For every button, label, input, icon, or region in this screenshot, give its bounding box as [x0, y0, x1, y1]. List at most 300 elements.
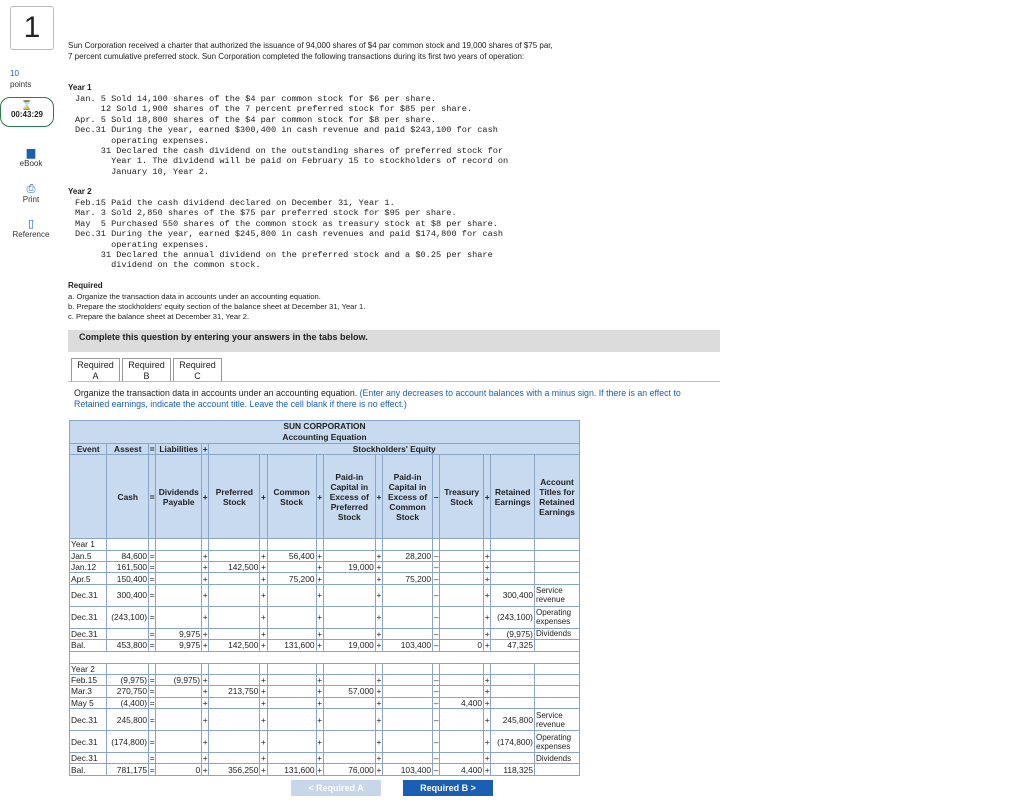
operator-cell: +: [317, 764, 323, 775]
account-title-select[interactable]: Dividends: [534, 753, 579, 764]
re-input[interactable]: [491, 674, 535, 685]
blank-cell: [156, 663, 202, 674]
account-title-select[interactable]: [534, 561, 579, 572]
operator-cell: =: [149, 640, 155, 651]
operator-cell: +: [317, 550, 323, 561]
tab-required-c[interactable]: [173, 358, 222, 382]
operator-cell: +: [317, 628, 323, 639]
cash-input[interactable]: 453,800: [107, 640, 149, 651]
common-input[interactable]: [267, 628, 316, 639]
common-input[interactable]: 131,600: [267, 764, 316, 775]
header-minus: –: [433, 455, 440, 539]
operator-cell: –: [433, 764, 439, 775]
event-cell: Bal.: [70, 764, 107, 775]
operator-cell: +: [316, 709, 323, 731]
instruction-note: (Enter any decreases to account balances with a minus sign. If there is an effect to Retained earnings, indicate the account title. Leave the cell blank if there is no effect.): [74, 388, 681, 409]
picc-input[interactable]: 103,400: [383, 640, 433, 651]
treas-input[interactable]: [440, 561, 484, 572]
event-cell: Jan.5: [70, 550, 107, 561]
div-input[interactable]: 9,975: [156, 640, 202, 651]
prev-label: Required A: [316, 783, 364, 793]
re-input[interactable]: [491, 697, 535, 708]
operator-cell: +: [375, 606, 382, 628]
picc-input[interactable]: 103,400: [383, 764, 433, 775]
picp-input[interactable]: [323, 697, 375, 708]
operator-cell: +: [261, 764, 266, 775]
re-input[interactable]: (243,100): [491, 606, 535, 628]
treas-input[interactable]: [440, 686, 484, 697]
next-required-b-button[interactable]: [403, 780, 493, 796]
blank-cell: [383, 663, 433, 674]
operator-cell: =: [149, 562, 155, 573]
reference-label: Reference: [12, 230, 50, 239]
picp-input[interactable]: [323, 606, 375, 628]
book-icon: ▆: [26, 147, 36, 159]
pref-input[interactable]: 356,250: [209, 764, 260, 775]
table-row: [70, 753, 580, 764]
operator-cell: =: [149, 606, 156, 628]
operator-cell: +: [484, 753, 490, 764]
re-input[interactable]: [491, 561, 535, 572]
table-row: [70, 697, 580, 708]
header-event: Event: [70, 443, 107, 454]
treas-input[interactable]: [440, 550, 484, 561]
re-input[interactable]: [491, 550, 535, 561]
operator-cell: +: [316, 731, 323, 753]
operator-cell: +: [202, 697, 208, 708]
pref-input[interactable]: [209, 753, 260, 764]
year-label-row: [70, 663, 580, 674]
header-stockholders-equity: Stockholders' Equity: [209, 443, 580, 454]
picp-input[interactable]: [323, 550, 375, 561]
event-cell: Dec.31: [70, 731, 107, 753]
treas-input[interactable]: [440, 731, 484, 753]
operator-cell: +: [260, 709, 267, 731]
operator-cell: +: [317, 675, 323, 686]
tab-required-a[interactable]: [71, 358, 120, 382]
picc-input[interactable]: [383, 561, 433, 572]
common-input[interactable]: 75,200: [267, 573, 316, 584]
header-plus-4: +: [316, 455, 323, 539]
picc-input[interactable]: [383, 709, 433, 731]
operator-cell: =: [149, 675, 155, 686]
table-row: [70, 674, 580, 685]
operator-cell: +: [376, 686, 382, 697]
required-item-b: b. Prepare the stockholders' equity section of the balance sheet at December 31, Year 1.: [68, 302, 366, 312]
operator-cell: +: [484, 697, 490, 708]
re-input[interactable]: 118,325: [491, 764, 535, 775]
cash-input[interactable]: 150,400: [107, 573, 149, 584]
tab-required-b[interactable]: [122, 358, 171, 382]
operator-cell: –: [433, 584, 440, 606]
pref-input[interactable]: [209, 606, 260, 628]
event-cell: Dec.31: [70, 753, 107, 764]
treas-input[interactable]: [440, 628, 484, 639]
operator-cell: +: [260, 584, 267, 606]
common-input[interactable]: [267, 674, 316, 685]
operator-cell: +: [376, 753, 382, 764]
treas-input[interactable]: [440, 573, 484, 584]
header-account-titles: Account Titles for Retained Earnings: [534, 455, 579, 539]
operator-cell: +: [261, 753, 266, 764]
print-button[interactable]: [6, 183, 56, 204]
operator-cell: +: [376, 697, 382, 708]
table-row: [70, 550, 580, 561]
account-title-select[interactable]: Dividends: [534, 628, 579, 639]
account-title-select[interactable]: [534, 573, 579, 584]
picc-input[interactable]: [383, 753, 433, 764]
common-input[interactable]: [267, 561, 316, 572]
cash-input[interactable]: 245,800: [107, 709, 149, 731]
operator-cell: –: [433, 628, 439, 639]
operator-cell: +: [261, 640, 266, 651]
picp-input[interactable]: 19,000: [323, 561, 375, 572]
event-cell: Dec.31: [70, 606, 107, 628]
header-plus-3: +: [260, 455, 267, 539]
cash-input[interactable]: 161,500: [107, 561, 149, 572]
blank-cell: [433, 539, 440, 550]
treas-input[interactable]: [440, 753, 484, 764]
header-cash: Cash: [107, 455, 149, 539]
header-event-blank: [70, 455, 107, 539]
blank-cell: [316, 539, 323, 550]
blank-cell: [202, 663, 209, 674]
table-row: [70, 640, 580, 651]
tab-b-line2: B: [143, 371, 150, 381]
operator-cell: +: [202, 731, 209, 753]
blank-cell: [107, 539, 149, 550]
operator-cell: +: [261, 562, 266, 573]
blank-cell: [440, 663, 484, 674]
chevron-right-icon: >: [468, 783, 476, 793]
operator-cell: –: [433, 573, 439, 584]
operator-cell: +: [484, 709, 491, 731]
table-row: [70, 584, 580, 606]
reference-button[interactable]: [6, 218, 56, 239]
event-cell: Dec.31: [70, 709, 107, 731]
header-dividends-payable: Dividends Payable: [156, 455, 202, 539]
picp-input[interactable]: [323, 731, 375, 753]
operator-cell: +: [261, 675, 266, 686]
blank-cell: [375, 539, 382, 550]
required-item-a: a. Organize the transaction data in accounts under an accounting equation.: [68, 292, 321, 301]
div-input[interactable]: (9,975): [156, 674, 202, 685]
operator-cell: =: [149, 753, 155, 764]
operator-cell: +: [484, 628, 490, 639]
points-info: [10, 68, 31, 90]
picp-input[interactable]: 57,000: [323, 686, 375, 697]
year-label-row: [70, 539, 580, 550]
treas-input[interactable]: [440, 709, 484, 731]
required-item-c: c. Prepare the balance sheet at December 31, Year 2.: [68, 312, 250, 322]
account-title-select[interactable]: Service revenue: [534, 709, 579, 731]
operator-cell: =: [149, 764, 155, 775]
year-label: Year 1: [70, 539, 107, 550]
account-title-select[interactable]: [534, 674, 579, 685]
operator-cell: =: [149, 550, 155, 561]
header-treasury-stock: Treasury Stock: [440, 455, 484, 539]
picp-input[interactable]: 76,000: [323, 764, 375, 775]
re-input[interactable]: [491, 753, 535, 764]
tab-b-line1: Required: [128, 360, 165, 370]
blank-cell: [267, 539, 316, 550]
re-input[interactable]: 47,325: [491, 640, 535, 651]
operator-cell: –: [433, 686, 439, 697]
operator-cell: +: [484, 764, 490, 775]
blank-cell: [316, 663, 323, 674]
picp-input[interactable]: [323, 674, 375, 685]
picp-input[interactable]: [323, 709, 375, 731]
picc-input[interactable]: 28,200: [383, 550, 433, 561]
operator-cell: =: [149, 709, 156, 731]
picp-input[interactable]: 19,000: [323, 640, 375, 651]
event-cell: Apr.5: [70, 573, 107, 584]
pref-input[interactable]: 213,750: [209, 686, 260, 697]
operator-cell: +: [484, 550, 490, 561]
cash-input[interactable]: (174,800): [107, 731, 149, 753]
table-row: [70, 573, 580, 584]
re-input[interactable]: (174,800): [491, 731, 535, 753]
re-input[interactable]: 300,400: [491, 584, 535, 606]
chevron-left-icon: <: [308, 783, 317, 793]
pref-input[interactable]: [209, 709, 260, 731]
operator-cell: +: [202, 686, 208, 697]
account-title-select[interactable]: Service revenue: [534, 584, 579, 606]
operator-cell: –: [433, 562, 439, 573]
blank-cell: [149, 663, 156, 674]
pref-input[interactable]: [209, 628, 260, 639]
picc-input[interactable]: [383, 606, 433, 628]
common-input[interactable]: [267, 731, 316, 753]
account-title-select[interactable]: Operating expenses: [534, 606, 579, 628]
operator-cell: +: [202, 562, 208, 573]
event-cell: Mar.3: [70, 686, 107, 697]
div-input[interactable]: 0: [156, 764, 202, 775]
table-row: [70, 606, 580, 628]
complete-instruction-bar: Complete this question by entering your answers in the tabs below.: [68, 330, 720, 352]
blank-cell: [484, 539, 491, 550]
operator-cell: +: [260, 606, 267, 628]
table-row: [70, 686, 580, 697]
year2-heading: Year 2: [68, 187, 92, 196]
operator-cell: +: [261, 686, 266, 697]
cash-input[interactable]: [107, 753, 149, 764]
treas-input[interactable]: [440, 584, 484, 606]
pref-input[interactable]: [209, 697, 260, 708]
picc-input[interactable]: [383, 686, 433, 697]
operator-cell: +: [202, 640, 208, 651]
pref-input[interactable]: [209, 573, 260, 584]
operator-cell: +: [260, 731, 267, 753]
operator-cell: +: [202, 584, 209, 606]
operator-cell: +: [376, 628, 382, 639]
blank-cell: [534, 539, 579, 550]
div-input[interactable]: [156, 573, 202, 584]
operator-cell: +: [484, 640, 490, 651]
event-cell: Dec.31: [70, 584, 107, 606]
pref-input[interactable]: [209, 550, 260, 561]
picc-input[interactable]: [383, 628, 433, 639]
cash-input[interactable]: 781,175: [107, 764, 149, 775]
div-input[interactable]: [156, 709, 202, 731]
operator-cell: –: [433, 675, 439, 686]
re-input[interactable]: [491, 686, 535, 697]
operator-cell: +: [261, 697, 266, 708]
header-plus: +: [202, 443, 208, 454]
operator-cell: +: [484, 731, 491, 753]
div-input[interactable]: [156, 550, 202, 561]
event-cell: Jan.12: [70, 561, 107, 572]
table-row: [70, 731, 580, 753]
operator-cell: +: [484, 573, 490, 584]
cash-input[interactable]: (4,400): [107, 697, 149, 708]
operator-cell: +: [376, 573, 382, 584]
reference-icon: ▯: [27, 218, 35, 230]
div-input[interactable]: [156, 753, 202, 764]
cash-input[interactable]: (243,100): [107, 606, 149, 628]
header-assets: Assest: [107, 443, 149, 454]
pref-input[interactable]: [209, 584, 260, 606]
account-title-select[interactable]: [534, 550, 579, 561]
operator-cell: +: [202, 550, 208, 561]
blank-cell: [209, 663, 260, 674]
picp-input[interactable]: [323, 628, 375, 639]
common-input[interactable]: [267, 584, 316, 606]
re-input[interactable]: (9,975): [491, 628, 535, 639]
div-input[interactable]: [156, 606, 202, 628]
operator-cell: +: [484, 562, 490, 573]
treas-input[interactable]: [440, 606, 484, 628]
account-title-select[interactable]: [534, 764, 579, 775]
ebook-button[interactable]: [6, 147, 56, 168]
blank-cell: [484, 663, 491, 674]
printer-icon: ⎙: [26, 183, 36, 195]
year2-transactions: Feb.15 Paid the cash dividend declared on December 31, Year 1. Mar. 3 Sold 2,850 shares of the $75 par preferred stock for $95 per share. May 5 Purchased 550 shares of the common stock as treasury stock at $8 per share. Dec.31 During the year, earned $245,800 in cash revenues and paid $174,800 for cash operating expenses. 31 Declared the annual dividend on the preferred stock and a $0.25 per share dividend on the common stock.: [75, 198, 504, 271]
cash-input[interactable]: 270,750: [107, 686, 149, 697]
operator-cell: +: [376, 562, 382, 573]
instructions: [74, 388, 714, 410]
operator-cell: –: [433, 753, 439, 764]
blank-cell: [375, 663, 382, 674]
cash-input[interactable]: (9,975): [107, 674, 149, 685]
picc-input[interactable]: [383, 674, 433, 685]
common-input[interactable]: [267, 709, 316, 731]
account-title-select[interactable]: [534, 697, 579, 708]
div-input[interactable]: [156, 697, 202, 708]
treas-input[interactable]: 4,400: [440, 764, 484, 775]
operator-cell: +: [317, 640, 323, 651]
header-retained-earnings: Retained Earnings: [491, 455, 535, 539]
event-cell: Bal.: [70, 640, 107, 651]
operator-cell: +: [202, 628, 208, 639]
picp-input[interactable]: [323, 584, 375, 606]
blank-cell: [149, 539, 156, 550]
div-input[interactable]: 9,975: [156, 628, 202, 639]
header-eq-2: =: [149, 455, 156, 539]
picc-input[interactable]: [383, 584, 433, 606]
operator-cell: +: [376, 640, 382, 651]
re-input[interactable]: [491, 573, 535, 584]
div-input[interactable]: [156, 561, 202, 572]
picp-input[interactable]: [323, 573, 375, 584]
re-input[interactable]: 245,800: [491, 709, 535, 731]
blank-cell: [107, 663, 149, 674]
tab-a-line2: A: [92, 371, 99, 381]
pref-input[interactable]: [209, 731, 260, 753]
div-input[interactable]: [156, 731, 202, 753]
picc-input[interactable]: [383, 731, 433, 753]
common-input[interactable]: [267, 697, 316, 708]
blank-cell: [267, 663, 316, 674]
operator-cell: +: [375, 584, 382, 606]
account-title-select[interactable]: [534, 640, 579, 651]
pref-input[interactable]: 142,500: [209, 640, 260, 651]
event-cell: Feb.15: [70, 674, 107, 685]
year-label: Year 2: [70, 663, 107, 674]
prev-required-a-button[interactable]: [291, 780, 381, 796]
common-input[interactable]: [267, 753, 316, 764]
picp-input[interactable]: [323, 753, 375, 764]
operator-cell: =: [149, 697, 155, 708]
problem-intro: Sun Corporation received a charter that authorized the issuance of 94,000 shares of $4 par common stock and 19,000 shares of $75 par, 7 percent cumulative preferred stock. Sun Corporation completed the following transactions during its first two years of operation:: [68, 41, 553, 61]
operator-cell: +: [316, 606, 323, 628]
blank-cell: [491, 539, 535, 550]
header-plus-2: +: [202, 455, 209, 539]
operator-cell: +: [202, 753, 208, 764]
operator-cell: +: [484, 675, 490, 686]
operator-cell: –: [433, 697, 439, 708]
blank-cell: [156, 539, 202, 550]
cash-input[interactable]: [107, 628, 149, 639]
operator-cell: =: [149, 731, 156, 753]
blank-cell: [260, 663, 267, 674]
account-title-select[interactable]: Operating expenses: [534, 731, 579, 753]
blank-cell: [323, 663, 375, 674]
operator-cell: =: [149, 686, 155, 697]
timer-value: 00:43:29: [10, 110, 44, 119]
operator-cell: +: [376, 550, 382, 561]
blank-cell: [323, 539, 375, 550]
table-row: [70, 764, 580, 775]
spacer-row: [70, 651, 580, 663]
required-heading: Required: [68, 281, 103, 290]
cash-input[interactable]: 300,400: [107, 584, 149, 606]
operator-cell: +: [316, 584, 323, 606]
div-input[interactable]: [156, 584, 202, 606]
operator-cell: +: [484, 686, 490, 697]
header-preferred-stock: Preferred Stock: [209, 455, 260, 539]
common-input[interactable]: [267, 606, 316, 628]
pref-input[interactable]: [209, 674, 260, 685]
treas-input[interactable]: 4,400: [440, 697, 484, 708]
tab-c-line1: Required: [179, 360, 216, 370]
div-input[interactable]: [156, 686, 202, 697]
common-input[interactable]: [267, 686, 316, 697]
operator-cell: +: [484, 606, 491, 628]
account-title-select[interactable]: [534, 686, 579, 697]
pref-input[interactable]: 142,500: [209, 561, 260, 572]
operator-cell: +: [376, 675, 382, 686]
treas-input[interactable]: [440, 674, 484, 685]
cash-input[interactable]: 84,600: [107, 550, 149, 561]
picc-input[interactable]: [383, 697, 433, 708]
treas-input[interactable]: 0: [440, 640, 484, 651]
common-input[interactable]: 56,400: [267, 550, 316, 561]
tab-divider: [68, 381, 720, 382]
event-cell: May 5: [70, 697, 107, 708]
picc-input[interactable]: 75,200: [383, 573, 433, 584]
common-input[interactable]: 131,600: [267, 640, 316, 651]
